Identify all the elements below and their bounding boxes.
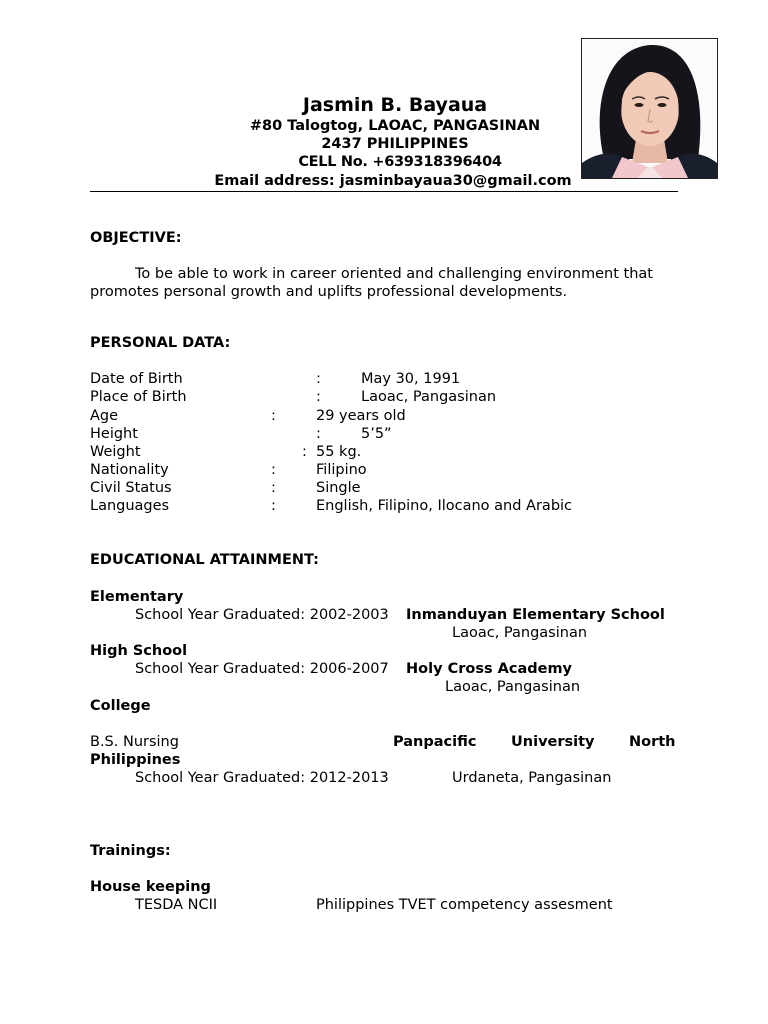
- pd-label: Civil Status: [90, 480, 172, 496]
- pd-separator: :: [271, 480, 276, 496]
- pd-value: English, Filipino, Ilocano and Arabic: [316, 498, 573, 514]
- training-description: Philippines TVET competency assesment: [316, 897, 613, 913]
- college-school-word: University: [511, 734, 595, 750]
- personal-data-heading: PERSONAL DATA:: [90, 335, 231, 351]
- objective-heading: OBJECTIVE:: [90, 230, 182, 246]
- elementary-heading: Elementary: [90, 589, 184, 605]
- pd-value: Laoac, Pangasinan: [361, 389, 497, 405]
- pd-separator: :: [271, 408, 276, 424]
- pd-separator: :: [316, 389, 321, 405]
- pd-value: 5’5”: [361, 426, 392, 442]
- pd-label: Weight: [90, 444, 141, 460]
- pd-value: Filipino: [316, 462, 367, 478]
- training-cert: TESDA NCII: [135, 897, 218, 913]
- pd-value: Single: [316, 480, 361, 496]
- address-line-2: 2437 PHILIPPINES: [321, 136, 469, 152]
- education-heading: EDUCATIONAL ATTAINMENT:: [90, 552, 319, 568]
- elementary-location: Laoac, Pangasinan: [452, 625, 588, 641]
- high-school-year: School Year Graduated: 2006-2007: [135, 661, 389, 677]
- college-school-word: North: [629, 734, 676, 750]
- pd-value: 55 kg.: [316, 444, 362, 460]
- pd-label: Date of Birth: [90, 371, 183, 387]
- pd-separator: :: [316, 371, 321, 387]
- header-divider: [90, 191, 678, 192]
- college-school-word: Panpacific: [393, 734, 477, 750]
- college-location: Urdaneta, Pangasinan: [452, 770, 612, 786]
- pd-separator: :: [302, 444, 307, 460]
- portrait-image: [582, 39, 717, 178]
- email-address: Email address: jasminbayaua30@gmail.com: [214, 173, 572, 189]
- elementary-school: Inmanduyan Elementary School: [406, 607, 665, 623]
- objective-text: To be able to work in career oriented and challenging environment that promotes personal growth and uplifts professional developments.: [90, 266, 653, 300]
- elementary-year: School Year Graduated: 2002-2003: [135, 607, 389, 623]
- high-school-location: Laoac, Pangasinan: [445, 679, 581, 695]
- college-school-line2: Philippines: [90, 752, 181, 768]
- pd-label: Languages: [90, 498, 170, 514]
- college-year: School Year Graduated: 2012-2013: [135, 770, 389, 786]
- cell-number: CELL No. +639318396404: [298, 154, 502, 170]
- pd-label: Height: [90, 426, 138, 442]
- pd-value: May 30, 1991: [361, 371, 461, 387]
- address-line-1: #80 Talogtog, LAOAC, PANGASINAN: [249, 118, 541, 134]
- pd-label: Nationality: [90, 462, 169, 478]
- pd-separator: :: [271, 462, 276, 478]
- college-heading: College: [90, 698, 151, 714]
- trainings-heading: Trainings:: [90, 843, 171, 859]
- applicant-photo: [581, 38, 718, 179]
- high-school-heading: High School: [90, 643, 188, 659]
- pd-label: Place of Birth: [90, 389, 187, 405]
- pd-value: 29 years old: [316, 408, 406, 424]
- pd-separator: :: [316, 426, 321, 442]
- training-name: House keeping: [90, 879, 211, 895]
- high-school-name: Holy Cross Academy: [406, 661, 573, 677]
- pd-separator: :: [271, 498, 276, 514]
- pd-label: Age: [90, 408, 119, 424]
- college-course: B.S. Nursing: [90, 734, 179, 750]
- applicant-name: Jasmin B. Bayaua: [302, 94, 488, 116]
